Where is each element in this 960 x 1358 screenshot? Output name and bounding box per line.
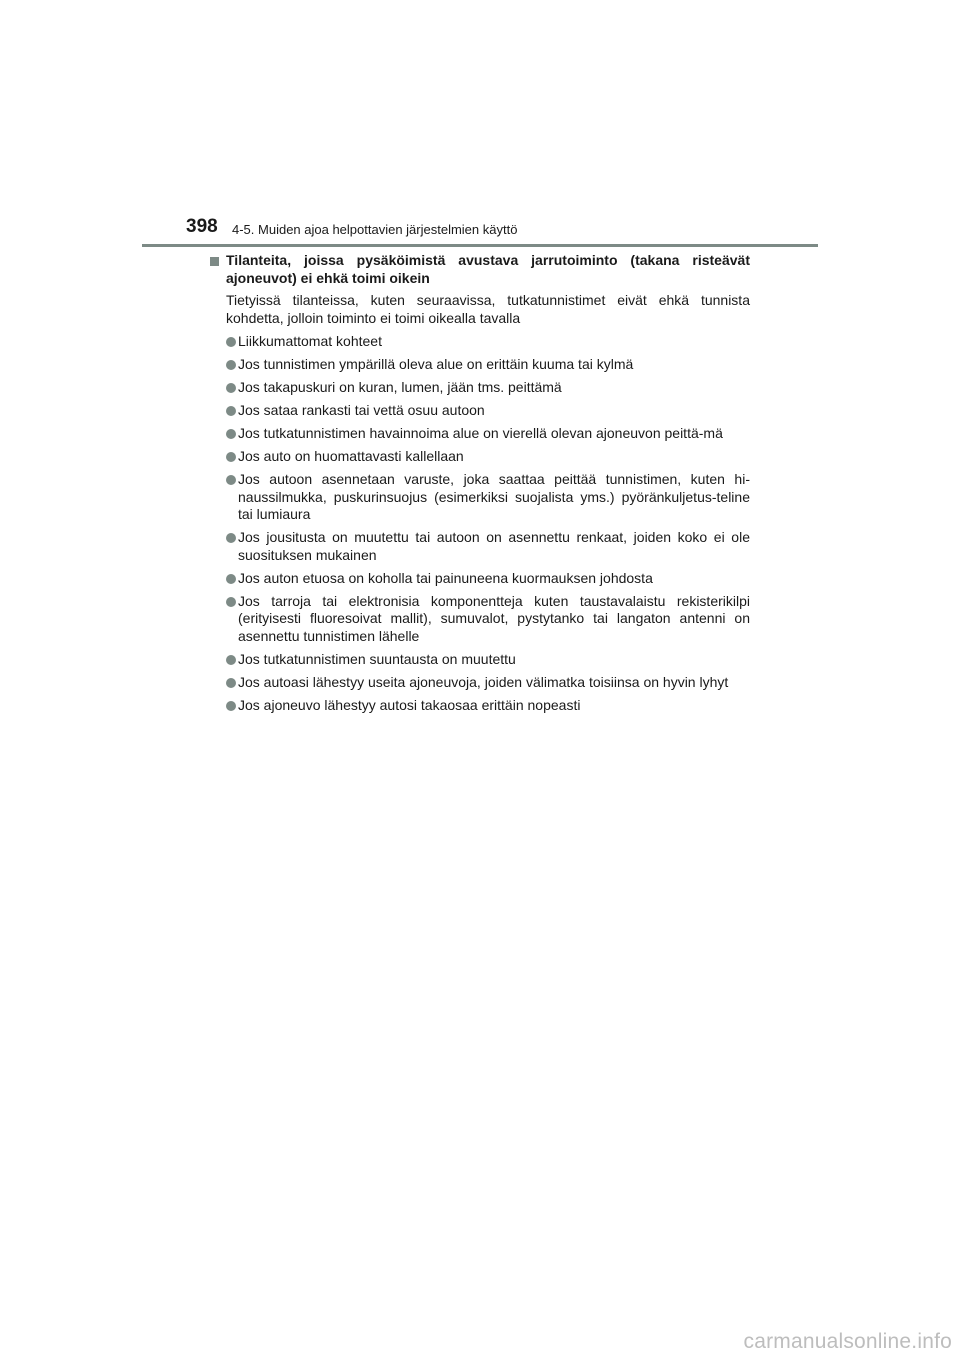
list-item bbox=[210, 674, 750, 692]
list-item-text: Jos jousitusta on muutettu tai autoon on asennettu renkaat, joiden koko ei ole suosituksen mukainen bbox=[238, 529, 750, 563]
list-item-text: Jos autoon asennetaan varuste, joka saattaa peittää tunnistimen, kuten hi-naussilmukka, puskurinsuojus (esimerkiksi suojalista yms.) pyöränkuljetus-teline tai lumiaura bbox=[238, 471, 750, 522]
page-number: 398 bbox=[186, 216, 218, 237]
list-item bbox=[210, 651, 750, 669]
list-item bbox=[210, 593, 750, 646]
intro-paragraph: Tietyissä tilanteissa, kuten seuraavissa, tutkatunnistimet eivät ehkä tunnista kohdetta, jolloin toiminto ei toimi oikealla tavalla bbox=[226, 292, 750, 326]
circle-bullet-icon bbox=[226, 533, 236, 543]
section-heading-text: Tilanteita, joissa pysäköimistä avustava jarrutoiminto (takana risteävät ajoneuvot) ei ehkä toimi oikein bbox=[226, 252, 750, 286]
circle-bullet-icon bbox=[226, 337, 236, 347]
circle-bullet-icon bbox=[226, 383, 236, 393]
list-item-text: Jos tunnistimen ympärillä oleva alue on erittäin kuuma tai kylmä bbox=[238, 356, 634, 372]
circle-bullet-icon bbox=[226, 597, 236, 607]
list-item-text: Jos tutkatunnistimen suuntausta on muutettu bbox=[238, 650, 516, 667]
circle-bullet-icon bbox=[226, 452, 236, 462]
circle-bullet-icon bbox=[226, 655, 236, 665]
list-item bbox=[210, 529, 750, 564]
list-item-text: Jos sataa rankasti tai vettä osuu autoon bbox=[238, 402, 485, 418]
site-watermark: carmanualsonline.info bbox=[743, 1330, 952, 1353]
list-item-text: Jos takapuskuri on kuran, lumen, jään tms. peittämä bbox=[238, 379, 562, 395]
list-item bbox=[210, 570, 750, 588]
condition-list bbox=[210, 333, 750, 714]
list-item-text: Jos ajoneuvo lähestyy autosi takaosaa erittäin nopeasti bbox=[238, 696, 581, 713]
list-item bbox=[210, 333, 750, 351]
list-item bbox=[210, 379, 750, 397]
square-bullet-icon bbox=[210, 257, 219, 266]
circle-bullet-icon bbox=[226, 429, 236, 439]
list-item-text: Jos autoasi lähestyy useita ajoneuvoja, joiden välimatka toisiinsa on hyvin lyhyt bbox=[238, 673, 729, 690]
circle-bullet-icon bbox=[226, 406, 236, 416]
list-item-text: Jos auton etuosa on koholla tai painuneena kuormauksen johdosta bbox=[238, 569, 653, 586]
list-item bbox=[210, 425, 750, 443]
list-item-text: Jos tutkatunnistimen havainnoima alue on vierellä olevan ajoneuvon peittä-mä bbox=[238, 425, 723, 441]
header-divider bbox=[142, 244, 818, 247]
list-item bbox=[210, 448, 750, 466]
circle-bullet-icon bbox=[226, 701, 236, 711]
circle-bullet-icon bbox=[226, 360, 236, 370]
list-item bbox=[210, 402, 750, 420]
circle-bullet-icon bbox=[226, 678, 236, 688]
list-item-text: Jos auto on huomattavasti kallellaan bbox=[238, 448, 464, 464]
circle-bullet-icon bbox=[226, 475, 236, 485]
section-content bbox=[210, 252, 750, 720]
circle-bullet-icon bbox=[226, 574, 236, 584]
list-item bbox=[210, 697, 750, 715]
section-heading bbox=[210, 252, 750, 287]
list-item bbox=[210, 471, 750, 524]
list-item-text: Liikkumattomat kohteet bbox=[238, 333, 382, 349]
list-item bbox=[210, 356, 750, 374]
chapter-title: 4-5. Muiden ajoa helpottavien järjestelmien käyttö bbox=[232, 222, 518, 237]
list-item-text: Jos tarroja tai elektronisia komponentteja kuten taustavalaistu rekisterikilpi (erityisesti fluoresoivat mallit), sumuvalot, pystytanko tai langaton antenni on asennettu tunnistimen lähelle bbox=[238, 592, 750, 644]
